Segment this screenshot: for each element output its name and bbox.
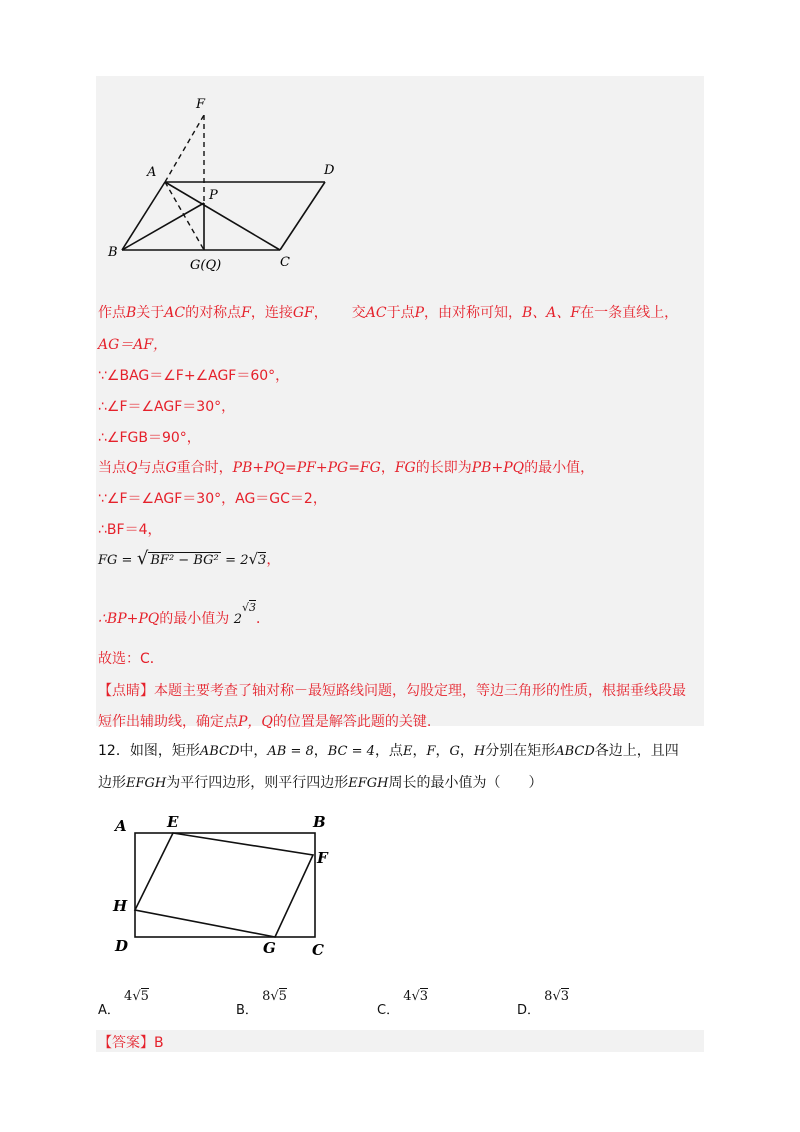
fig1-label-P: P — [209, 188, 218, 203]
fig2-label-E: E — [167, 813, 179, 831]
answer-line: 【答案】B — [98, 1035, 164, 1051]
fig1-label-D: D — [324, 163, 335, 178]
solution-step-8: ∴BF＝4， — [98, 522, 162, 538]
fig2-label-A: A — [115, 817, 127, 835]
rectangle-figure — [105, 805, 355, 965]
fig1-label-C: C — [280, 255, 290, 270]
fig1-label-B: B — [108, 245, 118, 260]
option-d[interactable]: D． 8√3 — [517, 989, 570, 1018]
solution-comment-1: 【点睛】本题主要考查了轴对称－最短路线问题，勾股定理，等边三角形的性质，根据垂线段最 — [98, 683, 686, 699]
answer-block — [96, 1030, 704, 1052]
fig2-label-C: C — [312, 941, 324, 959]
solution-step-10: ∴BP+PQ的最小值为 $2^{√3}$． — [98, 601, 270, 627]
solution-step-7: ∵∠F＝∠AGF＝30°，AG＝GC＝2， — [98, 491, 327, 507]
fig1-label-GQ: G(Q) — [190, 258, 222, 273]
solution-step-4: ∴∠F＝∠AGF＝30°， — [98, 399, 236, 415]
fig2-label-D: D — [115, 937, 129, 955]
option-b[interactable]: B． 8√5 — [236, 989, 287, 1018]
fig1-label-A: A — [147, 165, 157, 180]
solution-step-6: 当点Q与点G重合时，PB+PQ=PF+PG=FG，FG的长即为PB+PQ的最小值， — [98, 460, 595, 476]
fig2-label-G: G — [263, 939, 276, 957]
fig2-label-H: H — [113, 897, 128, 915]
parallelogram-figure — [100, 90, 360, 280]
solution-step-5: ∴∠FGB＝90°， — [98, 430, 201, 446]
question-line-2: 边形EFGH为平行四边形，则平行四边形EFGH周长的最小值为（ ） — [98, 775, 543, 791]
option-a[interactable]: A． 4√5 — [98, 989, 149, 1018]
solution-formula-fg: FG = √ BF² − BG² = 2√3， — [98, 548, 281, 569]
solution-choice: 故选：C． — [98, 651, 164, 667]
solution-comment-2: 短作出辅助线，确定点P，Q的位置是解答此题的关键. — [98, 714, 432, 730]
solution-step-1: 作点B关于AC的对称点F，连接GF， 交AC于点P，由对称可知，B、A、F在一条直线上， — [98, 305, 679, 321]
fig1-label-F: F — [196, 97, 206, 112]
solution-step-3: ∵∠BAG＝∠F+∠AGF＝60°， — [98, 368, 290, 384]
solution-step-2: AG＝AF， — [98, 337, 168, 353]
fig2-label-F: F — [317, 849, 328, 867]
option-c[interactable]: C． 4√3 — [377, 989, 429, 1018]
question-line-1: 12．如图，矩形ABCD中，AB = 8，BC = 4，点E，F，G，H分别在矩形ABCD各边上，且四 — [98, 743, 679, 759]
fig2-label-B: B — [313, 813, 326, 831]
